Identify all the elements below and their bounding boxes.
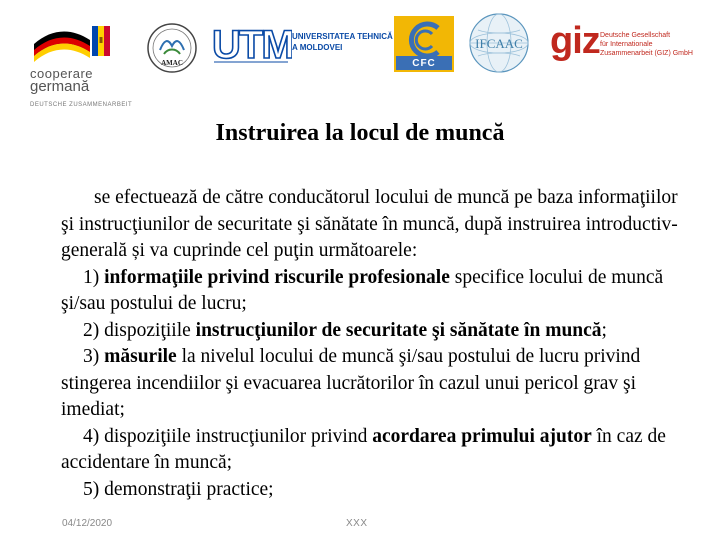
cfc-logo [394,16,454,72]
giz-line1: Deutsche Gesellschaft [600,32,671,39]
list-item-3 [61,344,686,424]
list-item-1 [61,265,686,318]
item4-prefix: 4) dispoziţiile instrucţiunilor privind [83,425,373,447]
intro-paragraph: se efectuează de către conducătorul locului de muncă pe baza informaţiilor şi instrucţiunilor de securitate şi sănătate în muncă, după instruirea introductiv-generală și va cuprinde cel puţin următoarele: [61,187,678,261]
utm-line1: UNIVERSITATEA TEHNICĂ [292,32,393,41]
item2-bold: instrucţiunilor de securitate şi sănătate în muncă [195,319,602,341]
zusammenarbeit-text: DEUTSCHE ZUSAMMENARBEIT [30,102,133,108]
footer-center-text: XXX [346,518,368,529]
ifcaac-label: IFCAAC [475,36,523,51]
page-title: Instruirea la locul de muncă [215,120,505,146]
germana-text: germană [30,78,90,95]
giz-mark: giz [550,20,600,62]
item3-bold: măsurile [104,346,177,367]
logo-header [0,0,720,108]
item4-bold: acordarea primului ajutor [372,425,592,447]
utm-mark: UTM [212,23,292,67]
amac-emblem-icon [146,20,198,76]
item4-suffix: în caz de accidentare în muncă; [61,425,666,473]
utm-mark-icon [212,18,292,68]
amac-logo [146,20,198,76]
item3-suffix: la nivelul locului de muncă şi/sau postului de lucru privind stingerea incendiilor şi evacuarea lucrătorilor în cazul unui pericol grav şi imediat; [61,346,641,420]
item1-prefix: 1) [83,266,105,288]
giz-line3: Zusammenarbeit (GIZ) GmbH [600,50,693,57]
list-item-4 [61,424,686,477]
utm-logo [212,18,392,68]
footer-date: 04/12/2020 [62,518,113,529]
cfc-label: CFC [412,58,436,69]
item3-prefix: 3) [83,346,105,367]
utm-line2: A MOLDOVEI [292,43,343,52]
ifcaac-logo [468,12,530,74]
cooperare-germana-logo [28,22,148,108]
item2-prefix: 2) dispoziţiile [83,319,196,341]
document-body [61,185,686,503]
item2-suffix: ; [601,319,607,341]
item1-suffix: specifice locului de muncă şi/sau postului de lucru; [61,266,664,314]
flags-icon [32,22,112,62]
item1-bold: informaţiile privind riscurile profesionale [104,266,450,288]
list-item-5: 5) demonstraţii practice; [83,478,274,500]
giz-line2: für Internationale [600,41,653,48]
giz-logo [550,20,710,68]
cooperare-text: cooperare [30,66,94,81]
amac-label: AMAC [161,59,183,67]
list-item-2 [61,318,686,345]
